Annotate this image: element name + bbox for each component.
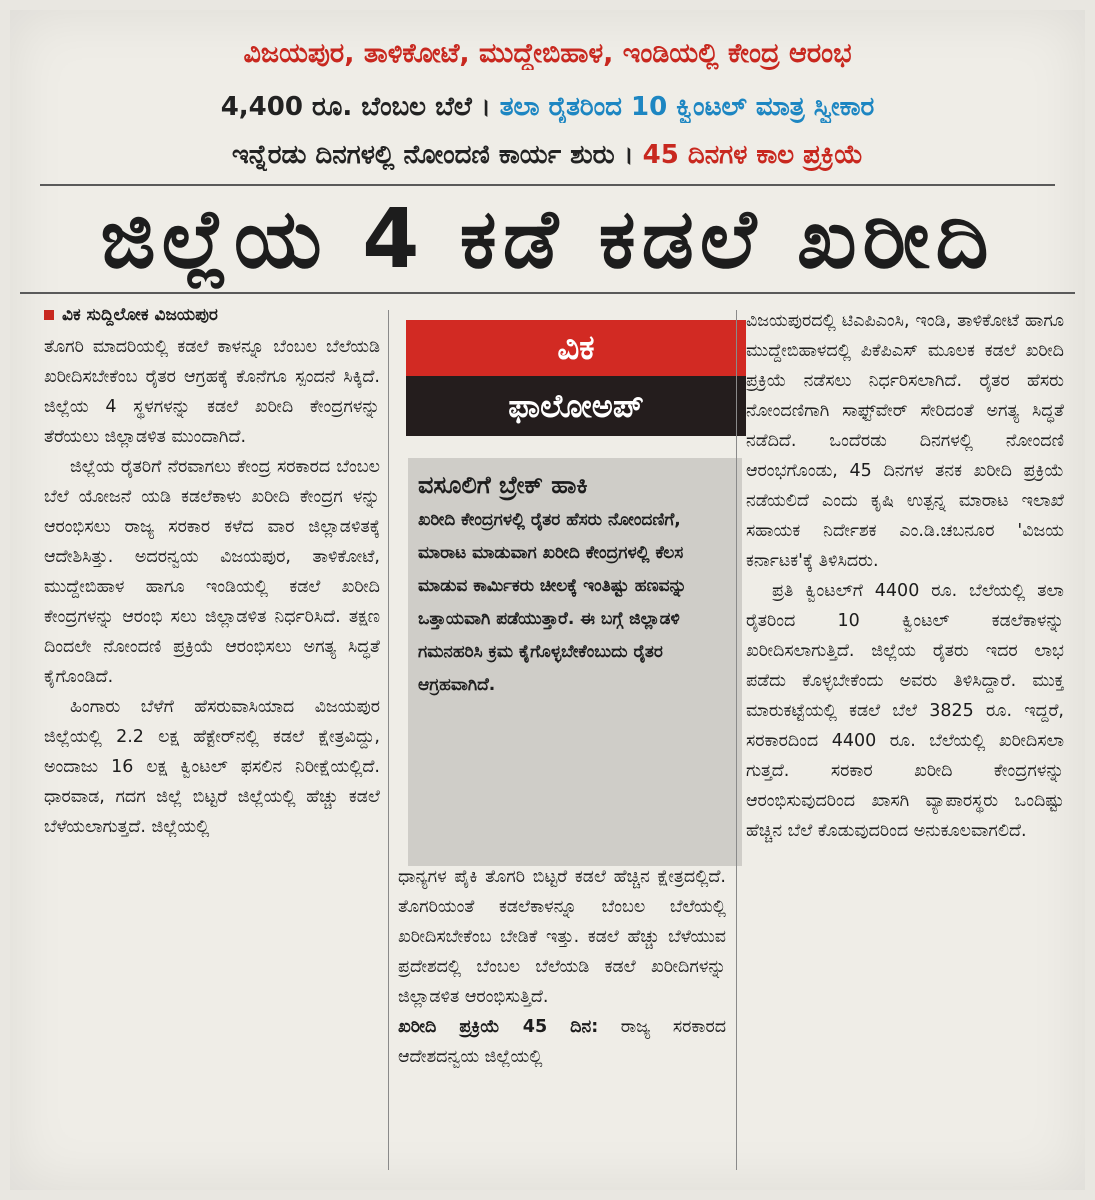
sidebar-box-title: ವಸೂಲಿಗೆ ಬ್ರೇಕ್ ಹಾಕಿ (418, 471, 588, 499)
byline (44, 300, 380, 330)
sidebar-box-text: ಖರೀದಿ ಕೇಂದ್ರಗಳಲ್ಲಿ ರೈತರ ಹೆಸರು ನೋಂದಣಿಗೆ, ಮಾರಾಟ ಮಾಡುವಾಗ ಖರೀದಿ ಕೇಂದ್ರಗಳಲ್ಲಿ ಕೆಲಸ ಮಾಡುವ ಕಾರ್ಮಿಕರು ಚೀಲಕ್ಕೆ ಇಂತಿಷ್ಟು ಹಣವನ್ನು ಒತ್ತಾಯವಾಗಿ ಪಡೆಯುತ್ತಾರೆ. ಈ ಬಗ್ಗೆ ಜಿಲ್ಲಾಡಳಿ ಗಮನಹರಿಸಿ ಕ್ರಮ ಕೈಗೊಳ್ಳಬೇಕೆಂಬುದು ರೈತರ ಆಗ್ರಹವಾಗಿದೆ. (418, 510, 687, 695)
sidebar-box (408, 458, 742, 866)
kicker-registration: ಇನ್ನೆರಡು ದಿನಗಳಲ್ಲಿ ನೋಂದಣಿ ಕಾರ್ಯ ಶುರು । (231, 140, 634, 170)
article-column-2 (398, 862, 726, 1072)
headline-divider (20, 292, 1075, 294)
col2-paragraph-2 (398, 1012, 726, 1072)
col3-paragraph-2: ಪ್ರತಿ ಕ್ವಿಂಟಲ್‌ಗೆ 4400 ರೂ. ಬೆಲೆಯಲ್ಲಿ ತಲಾ ರೈತರಿಂದ 10 ಕ್ವಿಂಟಲ್ ಕಡಲೆಕಾಳನ್ನು ಖರೀದಿಸಲಾಗುತ್ತಿದೆ. ಜಿಲ್ಲೆಯ ರೈತರು ಇದರ ಲಾಭ ಪಡೆದು ಕೊಳ್ಳಬೇಕೆಂದು ಅವರು ತಿಳಿಸಿದ್ದಾರೆ. ಮುಕ್ತ ಮಾರುಕಟ್ಟೆಯಲ್ಲಿ ಕಡಲೆ ಬೆಲೆ 3825 ರೂ. ಇದ್ದರೆ, ಸರಕಾರದಿಂದ 4400 ರೂ. ಬೆಲೆಯಲ್ಲಿ ಖರೀದಿಸಲಾ ಗುತ್ತದೆ. ಸರಕಾರ ಖರೀದಿ ಕೇಂದ್ರಗಳನ್ನು ಆರಂಭಿಸುವುದರಿಂದ ಖಾಸಗಿ ವ್ಯಾಪಾರಸ್ಥರು ಒಂದಿಷ್ಟು ಹೆಚ್ಚಿನ ಬೆಲೆ ಕೊಡುವುದರಿಂದ ಅನುಕೂಲವಾಗಲಿದೆ. (746, 581, 1064, 841)
headline: ಜಿಲ್ಲೆಯ 4 ಕಡೆ ಕಡಲೆ ಖರೀದಿ (100, 192, 995, 287)
kicker-price: 4,400 ರೂ. ಬೆಂಬಲ ಬೆಲೆ । (220, 92, 491, 122)
article-column-1 (44, 300, 380, 842)
byline-text: ವಿಕ ಸುದ್ದಿಲೋಕ ವಿಜಯಪುರ (62, 305, 218, 325)
col1-paragraph-1: ತೊಗರಿ ಮಾದರಿಯಲ್ಲಿ ಕಡಲೆ ಕಾಳನ್ನೂ ಬೆಂಬಲ ಬೆಲೆಯಡಿ ಖರೀದಿಸಬೇಕೆಂಬ ರೈತರ ಆಗ್ರಹಕ್ಕೆ ಕೊನೆಗೂ ಸ್ಪಂದನೆ ಸಿಕ್ಕಿದೆ. ಜಿಲ್ಲೆಯ 4 ಸ್ಥಳಗಳನ್ನು ಕಡಲೆ ಖರೀದಿ ಕೇಂದ್ರಗಳನ್ನು ತೆರೆಯಲು ಜಿಲ್ಲಾಡಳಿತ ಮುಂದಾಗಿದೆ. (44, 337, 380, 447)
column-divider-2 (736, 310, 737, 1170)
header-divider (40, 184, 1055, 186)
col1-paragraph-2: ಜಿಲ್ಲೆಯ ರೈತರಿಗೆ ನೆರವಾಗಲು ಕೇಂದ್ರ ಸರಕಾರದ ಬೆಂಬಲ ಬೆಲೆ ಯೋಜನೆ ಯಡಿ ಕಡಲೆಕಾಳು ಖರೀದಿ ಕೇಂದ್ರಗ ಳನ್ನು ಆರಂಭಿಸಲು ರಾಜ್ಯ ಸರಕಾರ ಕಳೆದ ವಾರ ಜಿಲ್ಲಾಡಳಿತಕ್ಕೆ ಆದೇಶಿಸಿತ್ತು. ಅದರನ್ವಯ ವಿಜಯಪುರ, ತಾಳಿಕೋಟೆ, ಮುದ್ದೇಬಿಹಾಳ ಹಾಗೂ ಇಂಡಿಯಲ್ಲಿ ಕಡಲೆ ಖರೀದಿ ಕೇಂದ್ರಗಳನ್ನು ಆರಂಭಿ ಸಲು ಜಿಲ್ಲಾಡಳಿತ ನಿರ್ಧರಿಸಿದೆ. ತಕ್ಷಣ ದಿಂದಲೇ ನೋಂದಣಿ ಪ್ರಕ್ರಿಯೆ ಆರಂಭಿಸಲು ಅಗತ್ಯ ಸಿದ್ಧತೆ ಕೈಗೊಂಡಿದೆ. (44, 457, 380, 687)
kicker-line-3 (10, 140, 1085, 171)
col2-paragraph-1: ಧಾನ್ಯಗಳ ಪೈಕಿ ತೊಗರಿ ಬಿಟ್ಟರೆ ಕಡಲೆ ಹೆಚ್ಚಿನ ಕ್ಷೇತ್ರದಲ್ಲಿದೆ. ತೊಗರಿಯಂತೆ ಕಡಲೆಕಾಳನ್ನೂ ಬೆಂಬಲ ಬೆಲೆಯಲ್ಲಿ ಖರೀದಿಸಬೇಕೆಂಬ ಬೇಡಿಕೆ ಇತ್ತು. ಕಡಲೆ ಹೆಚ್ಚು ಬೆಳೆಯುವ ಪ್ರದೇಶದಲ್ಲಿ ಬೆಂಬಲ ಬೆಲೆಯಡಿ ಕಡಲೆ ಖರೀದಿಗಳನ್ನು ಜಿಲ್ಲಾಡಳಿತ ಆರಂಭಿಸುತ್ತಿದೆ. (398, 867, 726, 1007)
col2-subhead: ಖರೀದಿ ಪ್ರಕ್ರಿಯೆ 45 ದಿನ: (398, 1017, 599, 1037)
kicker-limit: ತಲಾ ರೈತರಿಂದ 10 ಕ್ವಿಂಟಲ್ ಮಾತ್ರ ಸ್ವೀಕಾರ (499, 92, 875, 122)
followup-label-black: ಫಾಲೋಅಪ್ (406, 376, 746, 436)
byline-marker-icon (44, 310, 54, 320)
col1-paragraph-3: ಹಿಂಗಾರು ಬೆಳೆಗೆ ಹೆಸರುವಾಸಿಯಾದ ವಿಜಯಪುರ ಜಿಲ್ಲೆಯಲ್ಲಿ 2.2 ಲಕ್ಷ ಹೆಕ್ಟೇರ್‌ನಲ್ಲಿ ಕಡಲೆ ಕ್ಷೇತ್ರವಿದ್ದು, ಅಂದಾಜು 16 ಲಕ್ಷ ಕ್ವಿಂಟಲ್ ಫಸಲಿನ ನಿರೀಕ್ಷೆಯಲ್ಲಿದೆ. ಧಾರವಾಡ, ಗದಗ ಜಿಲ್ಲೆ ಬಿಟ್ಟರೆ ಜಿಲ್ಲೆಯಲ್ಲಿ ಹೆಚ್ಚು ಕಡಲೆ ಬೆಳೆಯಲಾಗುತ್ತದೆ. ಜಿಲ್ಲೆಯಲ್ಲಿ (44, 697, 380, 837)
kicker-line-2 (10, 92, 1085, 123)
col3-paragraph-1: ವಿಜಯಪುರದಲ್ಲಿ ಟಿಎಪಿಎಂಸಿ, ಇಂಡಿ, ತಾಳಿಕೋಟೆ ಹಾಗೂ ಮುದ್ದೇಬಿಹಾಳದಲ್ಲಿ ಪಿಕೆಪಿಎಸ್ ಮೂಲಕ ಕಡಲೆ ಖರೀದಿ ಪ್ರಕ್ರಿಯೆ ನಡೆಸಲು ನಿರ್ಧರಿಸಲಾಗಿದೆ. ರೈತರ ಹೆಸರು ನೋಂದಣಿಗಾಗಿ ಸಾಫ್ಟ್‌ವೇರ್ ಸೇರಿದಂತೆ ಅಗತ್ಯ ಸಿದ್ಧತೆ ನಡೆದಿದೆ. ಒಂದೆರಡು ದಿನಗಳಲ್ಲಿ ನೋಂದಣಿ ಆರಂಭಗೊಂಡು, 45 ದಿನಗಳ ತನಕ ಖರೀದಿ ಪ್ರಕ್ರಿಯೆ ನಡೆಯಲಿದೆ ಎಂದು ಕೃಷಿ ಉತ್ಪನ್ನ ಮಾರಾಟ ಇಲಾಖೆ ಸಹಾಯಕ ನಿರ್ದೇಶಕ ಎಂ.ಡಿ.ಚಬನೂರ 'ವಿಜಯ ಕರ್ನಾಟಕ'ಕ್ಕೆ ತಿಳಿಸಿದರು. (746, 311, 1064, 571)
kicker-duration: 45 ದಿನಗಳ ಕಾಲ ಪ್ರಕ್ರಿಯೆ (642, 140, 864, 170)
col2-paragraph-2-text: ರಾಜ್ಯ ಸರಕಾರದ ಆದೇಶದನ್ವಯ ಜಿಲ್ಲೆಯಲ್ಲಿ (398, 1017, 727, 1067)
column-divider-1 (388, 310, 389, 1170)
kicker-line-1: ವಿಜಯಪುರ, ತಾಳಿಕೋಟೆ, ಮುದ್ದೇಬಿಹಾಳ, ಇಂಡಿಯಲ್ಲಿ ಕೇಂದ್ರ ಆರಂಭ (243, 38, 852, 69)
newspaper-clipping (10, 10, 1085, 1190)
followup-label-red: ವಿಕ (406, 320, 746, 376)
article-column-3 (746, 306, 1064, 846)
